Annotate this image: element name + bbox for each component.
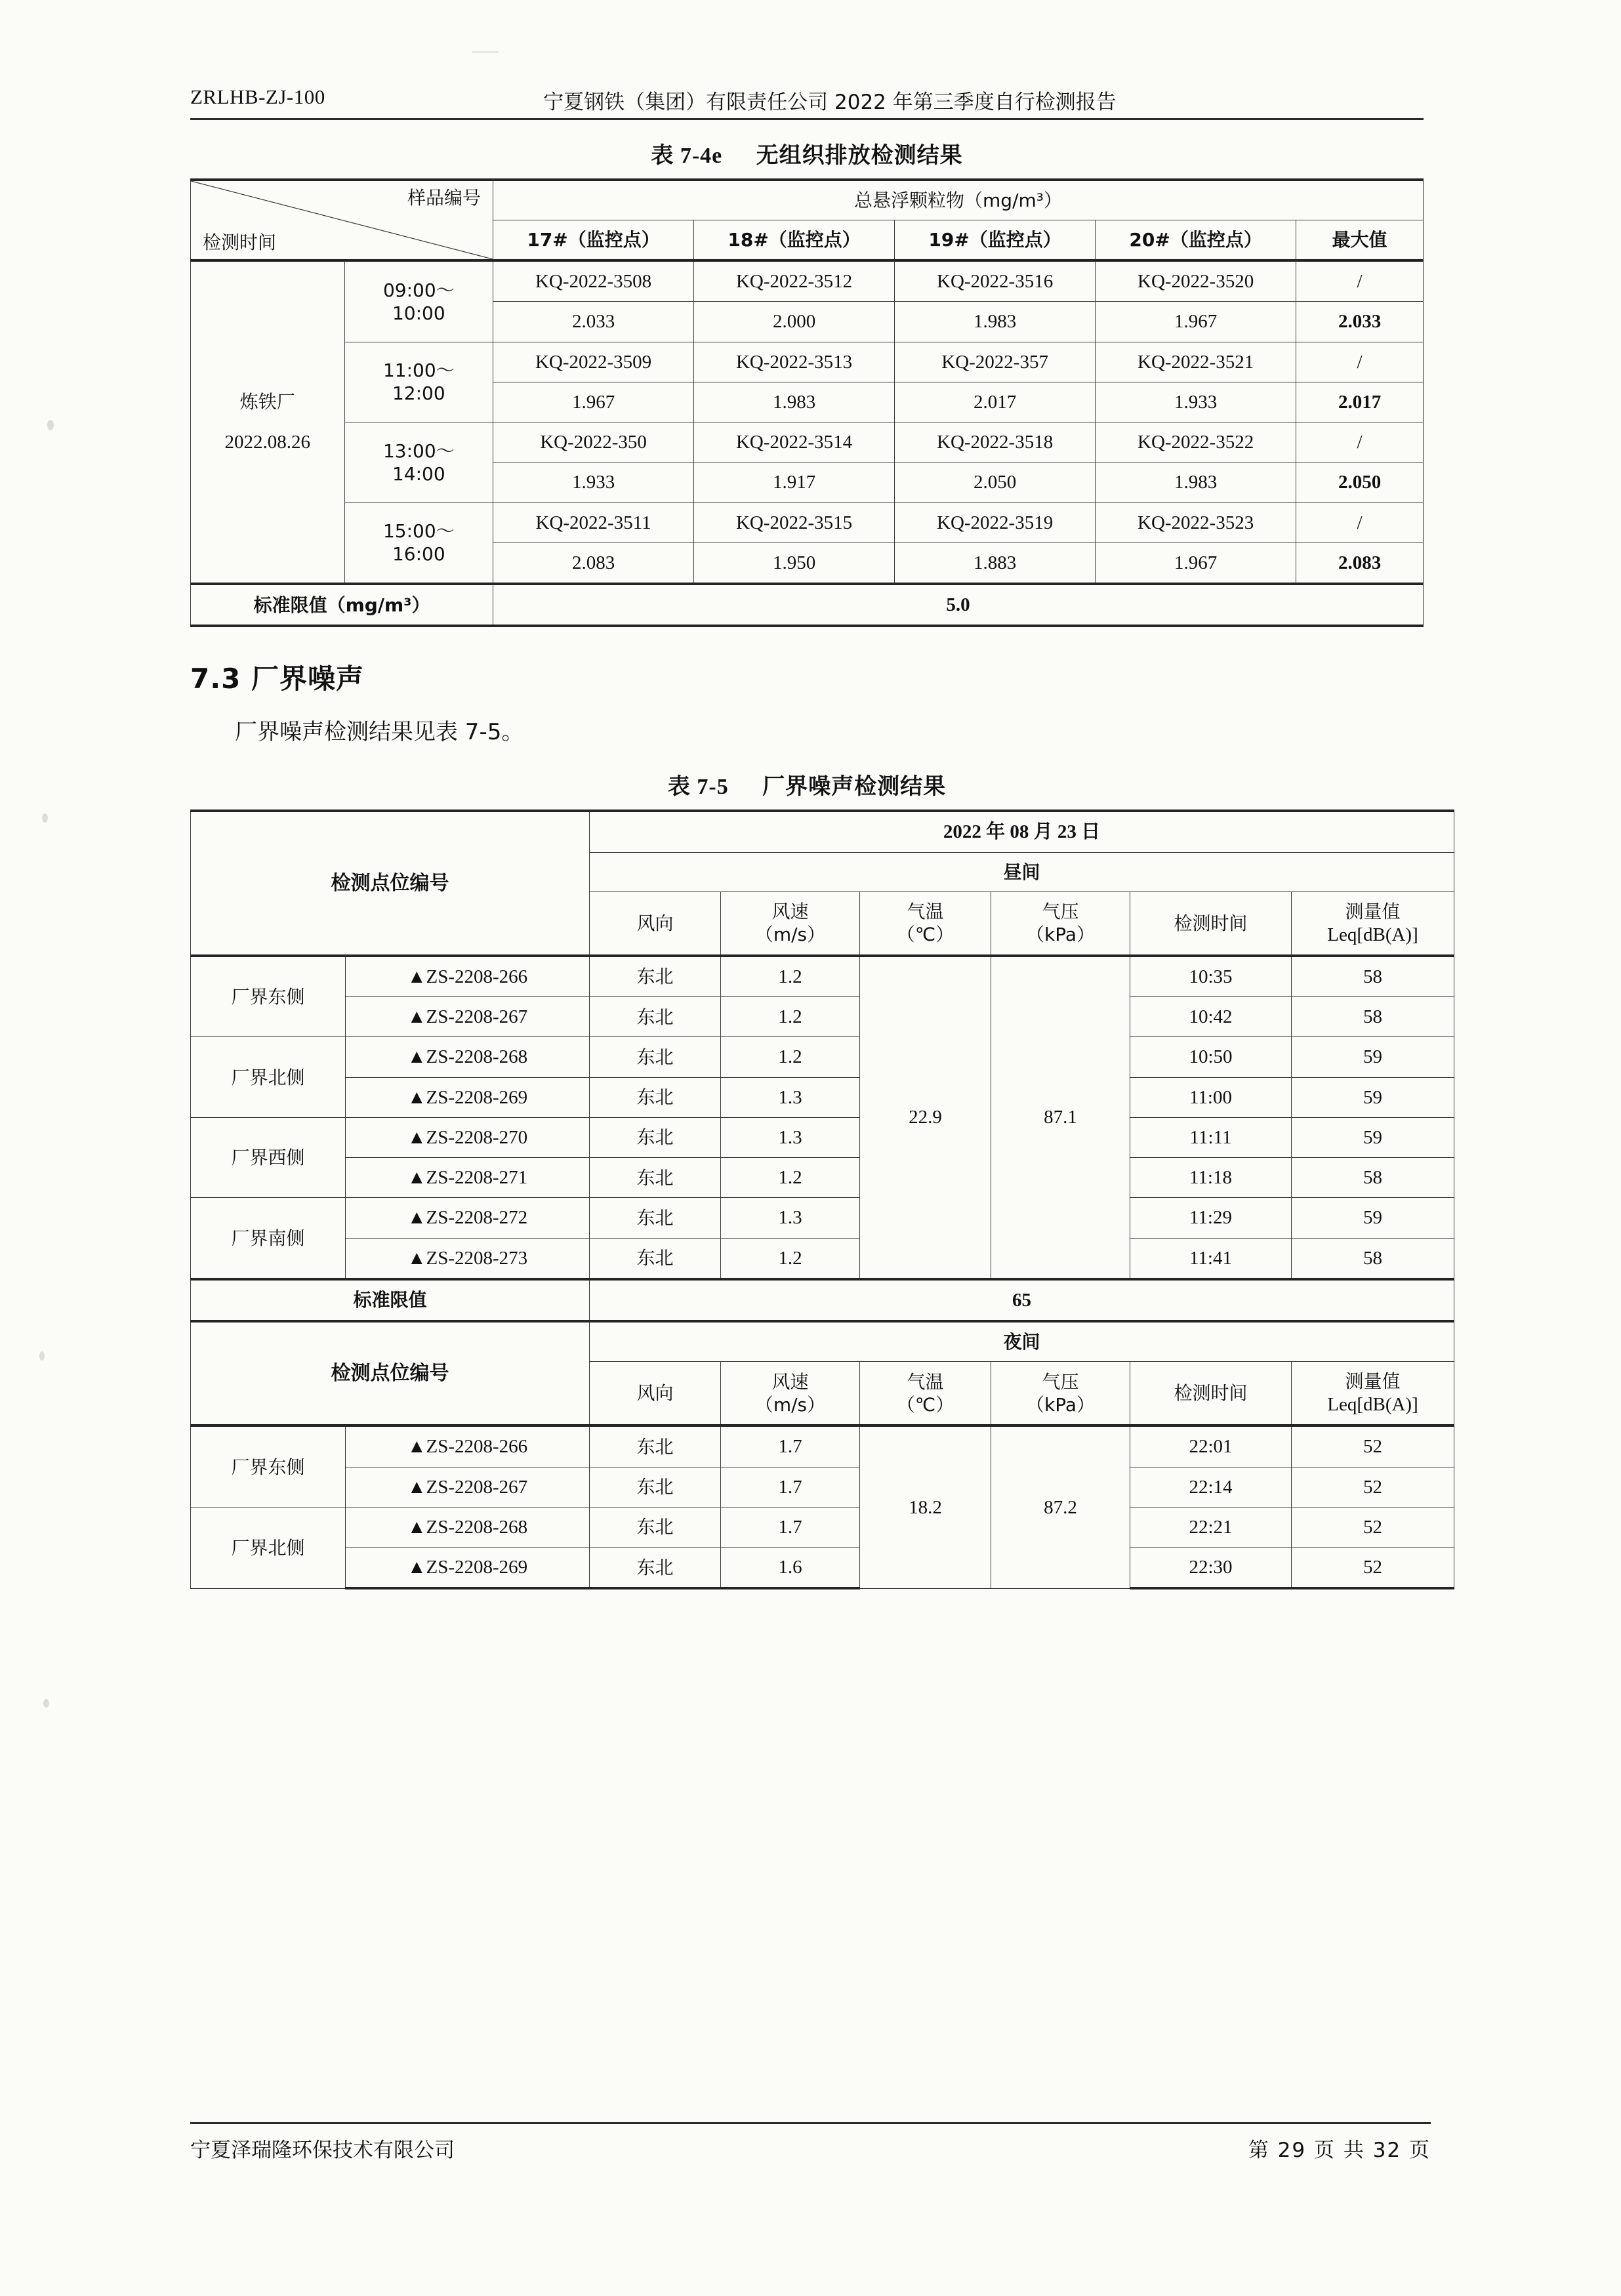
document-code: ZRLHB-ZJ-100 xyxy=(190,85,325,108)
measure-time: 22:21 xyxy=(1130,1507,1292,1547)
sample-id: KQ-2022-3515 xyxy=(694,502,895,543)
scan-speck xyxy=(43,1699,49,1708)
measured-value: 52 xyxy=(1292,1467,1454,1507)
point-id: ▲ZS-2208-268 xyxy=(346,1507,590,1547)
table-row xyxy=(191,1198,1454,1238)
table-74e-corner-time-label: 检测时间 xyxy=(203,232,277,253)
night-pressure: 87.2 xyxy=(991,1425,1130,1588)
col-pressure-title: 气压 xyxy=(1042,1370,1079,1393)
page-content xyxy=(190,85,1424,1589)
scan-speck xyxy=(47,420,54,430)
table-74e-site-cell xyxy=(191,260,345,584)
table-74e-site-date: 2022.08.26 xyxy=(224,431,311,453)
section-heading-73: 7.3 厂界噪声 xyxy=(190,663,365,695)
measure-time: 11:11 xyxy=(1130,1117,1292,1157)
measure-value: 2.017 xyxy=(895,382,1096,422)
table-75-caption xyxy=(190,768,1424,800)
wind-direction: 东北 xyxy=(590,1467,721,1507)
col-pressure xyxy=(991,892,1130,956)
measured-value: 58 xyxy=(1292,997,1454,1037)
measure-time: 22:01 xyxy=(1130,1425,1292,1467)
measure-value: 1.967 xyxy=(1096,543,1296,584)
table-74e-col-18: 18#（监控点） xyxy=(694,220,895,261)
col-wind-speed-title: 风速 xyxy=(771,1370,809,1393)
col-measured-value-unit: Leq[dB(A)] xyxy=(1327,1394,1418,1415)
measure-value: 1.983 xyxy=(1096,462,1296,502)
table-74e-corner-cell xyxy=(191,180,493,260)
point-id: ▲ZS-2208-273 xyxy=(346,1238,590,1279)
document-footer xyxy=(190,2122,1431,2163)
measure-time: 10:50 xyxy=(1130,1037,1292,1077)
table-74e-col-17: 17#（监控点） xyxy=(493,220,694,261)
wind-speed: 1.2 xyxy=(721,956,860,997)
col-wind-speed-unit: （m/s） xyxy=(754,924,826,946)
site-side: 厂界北侧 xyxy=(191,1507,346,1588)
measured-value: 58 xyxy=(1292,956,1454,997)
wind-direction: 东北 xyxy=(590,1548,721,1589)
measured-value: 59 xyxy=(1292,1077,1454,1117)
col-measured-value xyxy=(1292,1362,1454,1426)
wind-speed: 1.3 xyxy=(721,1077,860,1117)
table-74e-limit-row xyxy=(191,584,1424,626)
table-75-caption-text: 厂界噪声检测结果 xyxy=(762,773,947,800)
site-side: 厂界西侧 xyxy=(191,1117,346,1198)
day-limit-label: 标准限值 xyxy=(191,1279,590,1321)
measure-value: 2.000 xyxy=(694,302,895,342)
period-time-end: 10:00 xyxy=(392,302,445,324)
sample-id: KQ-2022-357 xyxy=(895,342,1096,382)
day-limit-value: 65 xyxy=(590,1279,1454,1321)
col-wind-speed xyxy=(721,892,860,956)
sample-id-max: / xyxy=(1296,260,1424,302)
wind-direction: 东北 xyxy=(590,1507,721,1547)
measured-value: 59 xyxy=(1292,1037,1454,1077)
wind-speed: 1.7 xyxy=(721,1425,860,1467)
scan-speck xyxy=(42,813,48,823)
sample-id: KQ-2022-3518 xyxy=(895,422,1096,462)
col-wind-direction: 风向 xyxy=(590,1362,721,1426)
wind-speed: 1.2 xyxy=(721,1158,860,1198)
table-74e-col-max: 最大值 xyxy=(1296,220,1424,261)
table-74e-caption-text: 无组织排放检测结果 xyxy=(756,142,963,169)
measure-time: 10:42 xyxy=(1130,997,1292,1037)
measure-time: 10:35 xyxy=(1130,956,1292,997)
table-75-day-label: 昼间 xyxy=(590,852,1454,892)
site-side: 厂界东侧 xyxy=(191,956,346,1037)
table-74e-site-name: 炼铁厂 xyxy=(239,390,295,413)
table-75-point-label-night: 检测点位编号 xyxy=(191,1321,590,1425)
table-row xyxy=(191,1037,1454,1077)
sample-id: KQ-2022-3508 xyxy=(493,260,694,302)
table-row xyxy=(191,1077,1454,1117)
point-id: ▲ZS-2208-269 xyxy=(346,1077,590,1117)
footer-page-number: 第 29 页 共 32 页 xyxy=(1248,2139,1431,2162)
col-measure-time: 检测时间 xyxy=(1130,892,1292,956)
measure-time: 11:00 xyxy=(1130,1077,1292,1117)
table-75-point-label-day: 检测点位编号 xyxy=(191,811,590,956)
table-row xyxy=(191,1507,1454,1547)
point-id: ▲ZS-2208-267 xyxy=(346,997,590,1037)
wind-direction: 东北 xyxy=(590,1158,721,1198)
measured-value: 59 xyxy=(1292,1117,1454,1157)
measure-time: 11:18 xyxy=(1130,1158,1292,1198)
col-temperature xyxy=(860,1362,991,1426)
period-time-start: 15:00～ xyxy=(382,520,455,543)
sample-id: KQ-2022-3519 xyxy=(895,502,1096,543)
day-temperature: 22.9 xyxy=(860,956,991,1279)
col-pressure xyxy=(991,1362,1130,1426)
measure-value-max: 2.033 xyxy=(1296,302,1424,342)
wind-speed: 1.3 xyxy=(721,1198,860,1238)
point-id: ▲ZS-2208-267 xyxy=(346,1467,590,1507)
col-temperature-unit: （℃） xyxy=(896,1393,954,1416)
col-temperature-title: 气温 xyxy=(907,901,944,923)
measure-value: 1.933 xyxy=(1096,382,1296,422)
measure-value: 1.917 xyxy=(694,462,895,502)
site-side: 厂界东侧 xyxy=(191,1425,346,1507)
table-row xyxy=(191,1158,1454,1198)
measure-value: 1.933 xyxy=(493,462,694,502)
point-id: ▲ZS-2208-271 xyxy=(346,1158,590,1198)
point-id: ▲ZS-2208-266 xyxy=(346,956,590,997)
table-75-date-row xyxy=(191,811,1454,852)
point-id: ▲ZS-2208-270 xyxy=(346,1117,590,1157)
table-row xyxy=(191,260,1424,302)
measure-value-max: 2.050 xyxy=(1296,462,1424,502)
table-row xyxy=(191,1238,1454,1279)
measure-time: 11:29 xyxy=(1130,1198,1292,1238)
sample-id: KQ-2022-350 xyxy=(493,422,694,462)
col-pressure-title: 气压 xyxy=(1042,901,1079,923)
wind-direction: 东北 xyxy=(590,1077,721,1117)
section-paragraph-73: 厂界噪声检测结果见表 7-5。 xyxy=(235,719,524,746)
scan-speck xyxy=(39,1351,45,1361)
sample-id: KQ-2022-3523 xyxy=(1096,502,1296,543)
period-time-end: 14:00 xyxy=(392,462,445,485)
point-id: ▲ZS-2208-266 xyxy=(346,1425,590,1467)
measured-value: 58 xyxy=(1292,1238,1454,1279)
sample-id-max: / xyxy=(1296,342,1424,382)
sample-id: KQ-2022-3511 xyxy=(493,502,694,543)
sample-id: KQ-2022-3514 xyxy=(694,422,895,462)
sample-id: KQ-2022-3516 xyxy=(895,260,1096,302)
table-74e-group-header: 总悬浮颗粒物（mg/m³） xyxy=(493,180,1424,220)
table-75-caption-number: 表 7-5 xyxy=(667,775,729,800)
sample-id-max: / xyxy=(1296,502,1424,543)
table-75 xyxy=(190,810,1454,1589)
wind-direction: 东北 xyxy=(590,1238,721,1279)
col-temperature-title: 气温 xyxy=(907,1370,944,1393)
sample-id: KQ-2022-3512 xyxy=(694,260,895,302)
footer-company: 宁夏泽瑞隆环保技术有限公司 xyxy=(190,2139,455,2162)
col-measured-value xyxy=(1292,892,1454,956)
table-row xyxy=(191,1548,1454,1589)
measure-value: 1.883 xyxy=(895,543,1096,584)
night-temperature: 18.2 xyxy=(860,1425,991,1588)
measure-time: 22:14 xyxy=(1130,1467,1292,1507)
table-row xyxy=(191,1467,1454,1507)
measure-time: 22:30 xyxy=(1130,1548,1292,1589)
document-title: 宁夏钢铁（集团）有限责任公司 2022 年第三季度自行检测报告 xyxy=(543,91,1117,114)
col-wind-speed xyxy=(721,1362,860,1426)
wind-speed: 1.7 xyxy=(721,1507,860,1547)
measure-value: 1.983 xyxy=(895,302,1096,342)
measure-value: 1.950 xyxy=(694,543,895,584)
table-74e-period-4-time xyxy=(344,502,493,584)
measured-value: 52 xyxy=(1292,1425,1454,1467)
col-pressure-unit: （kPa） xyxy=(1025,924,1095,946)
table-74e-limit-value: 5.0 xyxy=(493,584,1424,626)
day-pressure: 87.1 xyxy=(991,956,1130,1279)
wind-direction: 东北 xyxy=(590,1425,721,1467)
wind-direction: 东北 xyxy=(590,1198,721,1238)
measured-value: 59 xyxy=(1292,1198,1454,1238)
table-row xyxy=(191,502,1424,543)
table-74e-period-3-time xyxy=(344,422,493,503)
sample-id: KQ-2022-3522 xyxy=(1096,422,1296,462)
point-id: ▲ZS-2208-272 xyxy=(346,1198,590,1238)
sample-id: KQ-2022-3513 xyxy=(694,342,895,382)
scan-mark xyxy=(472,51,499,53)
measured-value: 58 xyxy=(1292,1158,1454,1198)
period-time-end: 12:00 xyxy=(392,382,445,405)
table-74e-col-19: 19#（监控点） xyxy=(895,220,1096,261)
table-74e-period-2-time xyxy=(344,342,493,422)
sample-id: KQ-2022-3520 xyxy=(1096,260,1296,302)
measured-value: 52 xyxy=(1292,1507,1454,1547)
wind-speed: 1.2 xyxy=(721,1238,860,1279)
period-time-end: 16:00 xyxy=(392,543,445,565)
col-wind-speed-title: 风速 xyxy=(771,901,809,923)
wind-direction: 东北 xyxy=(590,1037,721,1077)
sample-id: KQ-2022-3509 xyxy=(493,342,694,382)
table-74e-col-20: 20#（监控点） xyxy=(1096,220,1296,261)
document-header xyxy=(190,85,1424,120)
table-75-night-row xyxy=(191,1321,1454,1362)
table-74e-corner-sample-label: 样品编号 xyxy=(407,187,482,209)
wind-direction: 东北 xyxy=(590,956,721,997)
measure-value: 1.983 xyxy=(694,382,895,422)
wind-speed: 1.2 xyxy=(721,1037,860,1077)
measure-value: 1.967 xyxy=(493,382,694,422)
table-74e-header-row-1 xyxy=(191,180,1424,220)
sample-id: KQ-2022-3521 xyxy=(1096,342,1296,382)
table-74e-period-1-time xyxy=(344,260,493,342)
wind-direction: 东北 xyxy=(590,997,721,1037)
col-measured-value-unit: Leq[dB(A)] xyxy=(1327,924,1418,945)
wind-speed: 1.7 xyxy=(721,1467,860,1507)
col-wind-speed-unit: （m/s） xyxy=(754,1393,826,1416)
table-75-day-limit-row xyxy=(191,1279,1454,1321)
measure-value: 2.033 xyxy=(493,302,694,342)
col-measure-time: 检测时间 xyxy=(1130,1362,1292,1426)
measure-value-max: 2.083 xyxy=(1296,543,1424,584)
table-row xyxy=(191,1425,1454,1467)
wind-speed: 1.2 xyxy=(721,997,860,1037)
wind-direction: 东北 xyxy=(590,1117,721,1157)
point-id: ▲ZS-2208-269 xyxy=(346,1548,590,1589)
period-time-start: 11:00～ xyxy=(382,359,455,382)
table-row xyxy=(191,342,1424,382)
measured-value: 52 xyxy=(1292,1548,1454,1589)
measure-value: 2.083 xyxy=(493,543,694,584)
col-temperature xyxy=(860,892,991,956)
site-side: 厂界南侧 xyxy=(191,1198,346,1279)
col-measured-value-title: 测量值 xyxy=(1345,1370,1401,1392)
wind-speed: 1.3 xyxy=(721,1117,860,1157)
measure-value-max: 2.017 xyxy=(1296,382,1424,422)
site-side: 厂界北侧 xyxy=(191,1037,346,1118)
table-row xyxy=(191,422,1424,462)
period-time-start: 09:00～ xyxy=(382,279,455,301)
measure-value: 1.967 xyxy=(1096,302,1296,342)
point-id: ▲ZS-2208-268 xyxy=(346,1037,590,1077)
table-75-night-label: 夜间 xyxy=(590,1321,1454,1362)
measure-time: 11:41 xyxy=(1130,1238,1292,1279)
measure-value: 2.050 xyxy=(895,462,1096,502)
col-wind-direction: 风向 xyxy=(590,892,721,956)
table-74e-caption-number: 表 7-4e xyxy=(651,144,723,168)
table-75-date: 2022 年 08 月 23 日 xyxy=(590,811,1454,852)
table-row xyxy=(191,956,1454,997)
sample-id-max: / xyxy=(1296,422,1424,462)
col-pressure-unit: （kPa） xyxy=(1025,1393,1095,1416)
table-row xyxy=(191,1117,1454,1157)
table-74e-limit-label: 标准限值（mg/m³） xyxy=(191,584,493,626)
table-74e-caption xyxy=(190,137,1424,169)
table-row xyxy=(191,997,1454,1037)
col-temperature-unit: （℃） xyxy=(896,924,954,946)
wind-speed: 1.6 xyxy=(721,1548,860,1589)
col-measured-value-title: 测量值 xyxy=(1345,900,1401,922)
table-74e xyxy=(190,178,1424,627)
period-time-start: 13:00～ xyxy=(382,440,455,462)
